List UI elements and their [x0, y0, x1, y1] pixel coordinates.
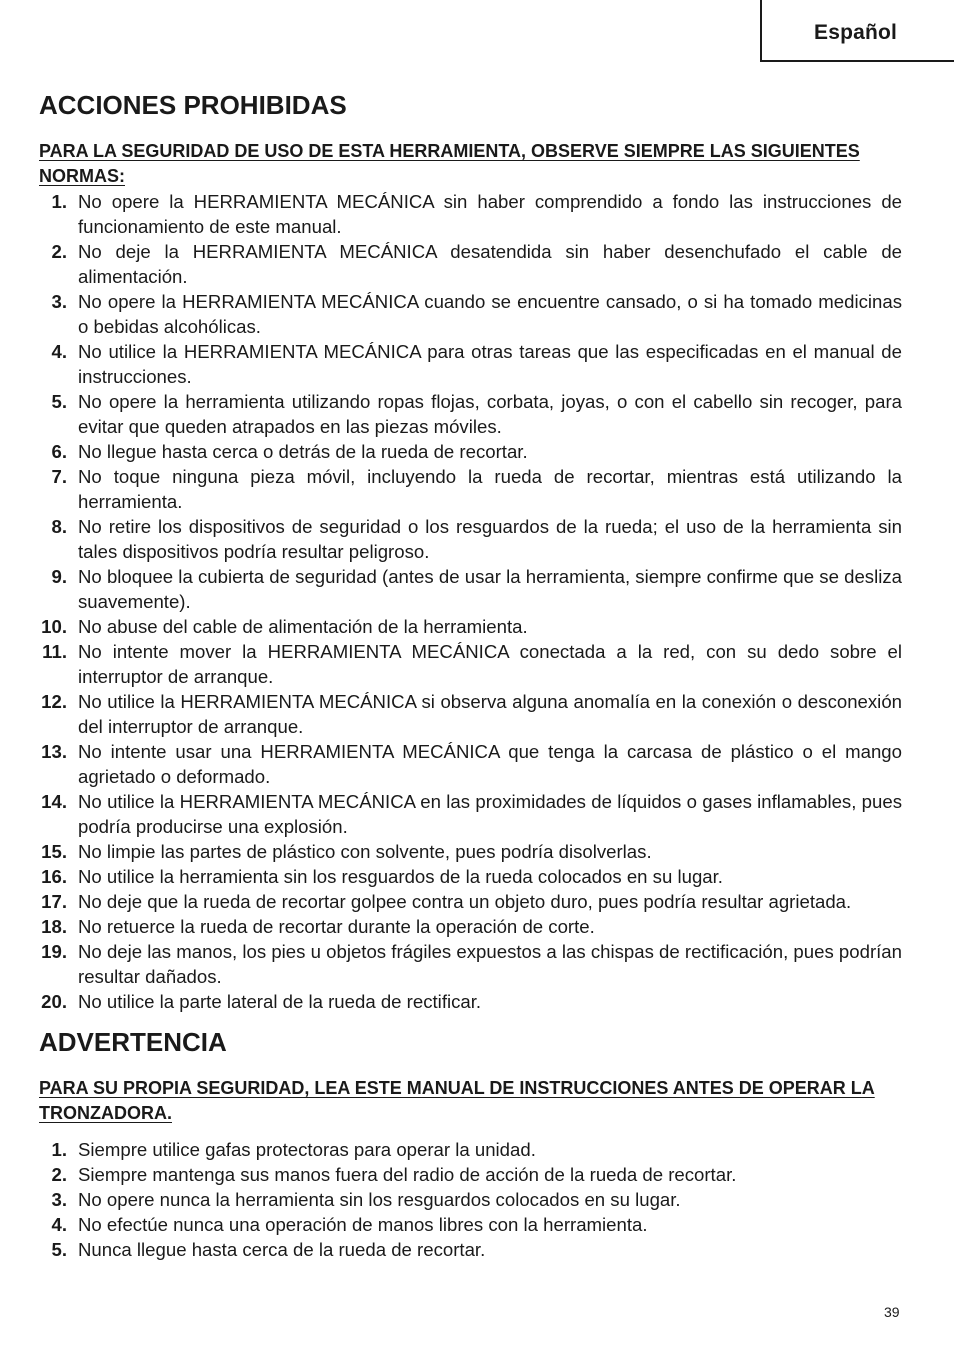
list-item — [39, 939, 902, 989]
list-item-text: No utilice la HERRAMIENTA MECÁNICA en las proximidades de líquidos o gases inflamables, pues podría producirse una explosión. — [78, 790, 902, 837]
list-item — [39, 339, 902, 389]
list-item — [39, 639, 902, 689]
list-item-text: No abuse del cable de alimentación de la herramienta. — [78, 615, 528, 637]
list-item-number: 20. — [41, 990, 67, 1012]
list-item-number: 14. — [41, 790, 67, 812]
list-item-text: No utilice la herramienta sin los resguardos de la rueda colocados en su lugar. — [78, 865, 723, 887]
list-item — [39, 889, 902, 914]
list-item-text: No deje la HERRAMIENTA MECÁNICA desatendida sin haber desenchufado el cable de alimentación. — [78, 240, 902, 287]
list-item-text: Siempre utilice gafas protectoras para operar la unidad. — [78, 1138, 536, 1160]
list-item — [39, 789, 902, 839]
list-item — [39, 1237, 902, 1262]
list-item-text: No utilice la HERRAMIENTA MECÁNICA si observa alguna anomalía en la conexión o desconexión del interruptor de arranque. — [78, 690, 902, 737]
list-item-number: 15. — [41, 840, 67, 862]
section-subtitle-safety-rules: PARA LA SEGURIDAD DE USO DE ESTA HERRAMIENTA, OBSERVE SIEMPRE LAS SIGUIENTES NORMAS: — [39, 140, 860, 186]
list-item — [39, 389, 902, 439]
list-item-number: 11. — [42, 640, 67, 662]
list-item — [39, 839, 902, 864]
list-item — [39, 1162, 902, 1187]
list-item-number: 3. — [51, 290, 67, 312]
list-item-text: No limpie las partes de plástico con solvente, pues podría disolverlas. — [78, 840, 652, 862]
section-title-prohibited-actions: ACCIONES PROHIBIDAS — [39, 90, 347, 120]
section-subtitle-read-manual: PARA SU PROPIA SEGURIDAD, LEA ESTE MANUAL DE INSTRUCCIONES ANTES DE OPERAR LA TRONZADORA. — [39, 1077, 875, 1123]
list-item-number: 6. — [51, 440, 67, 462]
list-item — [39, 464, 902, 514]
list-item-number: 9. — [51, 565, 67, 587]
list-item-text: No toque ninguna pieza móvil, incluyendo la rueda de recortar, mientras está utilizando la herramienta. — [78, 465, 902, 512]
prohibited-actions-list — [39, 189, 902, 1014]
list-item — [39, 439, 902, 464]
section-title-warning: ADVERTENCIA — [39, 1026, 227, 1057]
list-item — [39, 239, 902, 289]
list-item-number: 2. — [51, 240, 67, 262]
list-item — [39, 614, 902, 639]
list-item-text: No efectúe nunca una operación de manos libres con la herramienta. — [78, 1213, 648, 1235]
list-item-number: 12. — [41, 690, 67, 712]
list-item — [39, 1212, 902, 1237]
list-item — [39, 1187, 902, 1212]
language-tab — [760, 0, 954, 62]
list-item-number: 3. — [51, 1188, 67, 1210]
list-item-text: No llegue hasta cerca o detrás de la rueda de recortar. — [78, 440, 528, 462]
list-item-text: No retuerce la rueda de recortar durante la operación de corte. — [78, 915, 595, 937]
list-item-number: 4. — [51, 340, 67, 362]
list-item — [39, 189, 902, 239]
list-item-number: 5. — [51, 390, 67, 412]
list-item-text: No deje las manos, los pies u objetos frágiles expuestos a las chispas de rectificación, pues podrían resultar dañados. — [78, 940, 902, 987]
list-item-number: 1. — [51, 190, 67, 212]
list-item-number: 16. — [41, 865, 67, 887]
list-item — [39, 564, 902, 614]
list-item-number: 5. — [51, 1238, 67, 1260]
page-number: 39 — [884, 1304, 900, 1320]
list-item-text: No intente usar una HERRAMIENTA MECÁNICA que tenga la carcasa de plástico o el mango agrietado o deformado. — [78, 740, 902, 787]
list-item-number: 18. — [41, 915, 67, 937]
list-item — [39, 1137, 902, 1162]
warning-list — [39, 1137, 902, 1262]
list-item-number: 4. — [51, 1213, 67, 1235]
list-item-text: Nunca llegue hasta cerca de la rueda de recortar. — [78, 1238, 486, 1260]
list-item-text: No retire los dispositivos de seguridad o los resguardos de la rueda; el uso de la herramienta sin tales dispositivos podría resultar peligroso. — [78, 515, 902, 562]
list-item — [39, 864, 902, 889]
list-item-text: No opere la HERRAMIENTA MECÁNICA cuando se encuentre cansado, o si ha tomado medicinas o bebidas alcohólicas. — [78, 290, 902, 337]
list-item — [39, 289, 902, 339]
list-item-text: No opere la herramienta utilizando ropas flojas, corbata, joyas, o con el cabello sin recoger, para evitar que queden atrapados en las piezas móviles. — [78, 390, 902, 437]
language-label: Español — [814, 21, 898, 44]
list-item-text: No opere nunca la herramienta sin los resguardos colocados en su lugar. — [78, 1188, 681, 1210]
list-item-number: 8. — [51, 515, 67, 537]
list-item-text: No utilice la parte lateral de la rueda de rectificar. — [78, 990, 482, 1012]
list-item-text: No intente mover la HERRAMIENTA MECÁNICA conectada a la red, con su dedo sobre el interruptor de arranque. — [78, 640, 902, 687]
list-item — [39, 689, 902, 739]
list-item-text: No utilice la HERRAMIENTA MECÁNICA para otras tareas que las especificadas en el manual de instrucciones. — [78, 340, 902, 387]
list-item — [39, 514, 902, 564]
list-item-text: Siempre mantenga sus manos fuera del radio de acción de la rueda de recortar. — [78, 1163, 737, 1185]
list-item-number: 2. — [51, 1163, 67, 1185]
list-item-number: 10. — [41, 615, 67, 637]
list-item-number: 19. — [41, 940, 67, 962]
list-item-number: 13. — [41, 740, 67, 762]
page-content — [39, 91, 902, 1262]
list-item-number: 1. — [51, 1138, 67, 1160]
list-item-number: 17. — [41, 890, 67, 912]
list-item-text: No bloquee la cubierta de seguridad (antes de usar la herramienta, siempre confirme que se desliza suavemente). — [78, 565, 902, 612]
list-item-number: 7. — [51, 465, 67, 487]
list-item — [39, 739, 902, 789]
list-item-text: No deje que la rueda de recortar golpee contra un objeto duro, pues podría resultar agrietada. — [78, 890, 852, 912]
list-item-text: No opere la HERRAMIENTA MECÁNICA sin haber comprendido a fondo las instrucciones de funcionamiento de este manual. — [78, 190, 902, 237]
list-item — [39, 914, 902, 939]
list-item — [39, 989, 902, 1014]
